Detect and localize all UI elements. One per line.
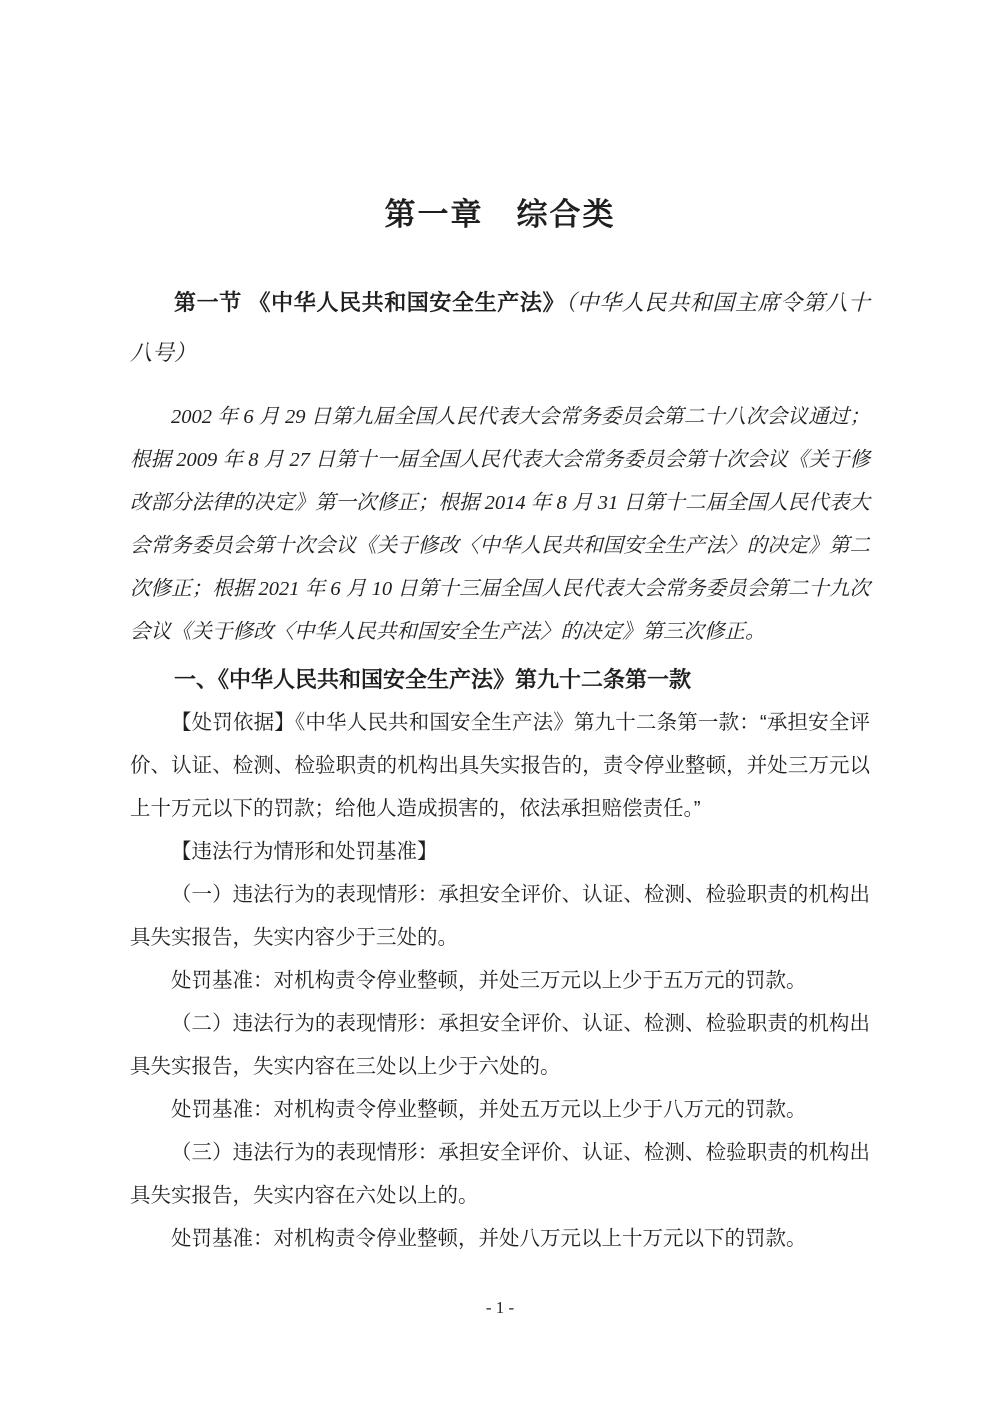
body-text (130, 701, 870, 1260)
paragraph-case-3-penalty: 处罚基准：对机构责令停业整顿，并处八万元以上十万元以下的罚款。 (171, 1227, 807, 1250)
section-heading-decree-note: （中华人民共和国主席令第八十八号） (130, 290, 870, 365)
paragraph-case-3-situation: （三）违法行为的表现情形：承担安全评价、认证、检测、检验职责的机构出具失实报告，失实内容在六处以上的。 (130, 1141, 870, 1207)
section-heading (130, 278, 870, 378)
law-revision-preface: 2002 年 6 月 29 日第九届全国人民代表大会常务委员会第二十八次会议通过；根据 2009 年 8 月 27 日第十一届全国人民代表大会常务委员会第十次会议《关于修改部分法律的决定》第一次修正；根据 2014 年 8 月 31 日第十二届全国人民代表大会常务委员会第十次会议《关于修改〈中华人民共和国安全生产法〉的决定》第二次修正；根据 2021 年 6 月 10 日第十三届全国人民代表大会常务委员会第二十九次会议《关于修改〈中华人民共和国安全生产法〉的决定》第三次修正。 (130, 406, 870, 643)
item-heading-article-92: 一、《中华人民共和国安全生产法》第九十二条第一款 (174, 667, 692, 692)
paragraph-case-1-penalty: 处罚基准：对机构责令停业整顿，并处三万元以上少于五万元的罚款。 (171, 969, 807, 992)
paragraph-case-2-situation: （二）违法行为的表现情形：承担安全评价、认证、检测、检验职责的机构出具失实报告，失实内容在三处以上少于六处的。 (130, 1012, 870, 1078)
page-number: - 1 - (485, 1298, 515, 1317)
paragraph-case-2-penalty: 处罚基准：对机构责令停业整顿，并处五万元以上少于八万元的罚款。 (171, 1098, 807, 1121)
chapter-title: 第一章 综合类 (384, 197, 616, 232)
paragraph-penalty-basis: 【处罚依据】《中华人民共和国安全生产法》第九十二条第一款：“承担安全评价、认证、检测、检验职责的机构出具失实报告的，责令停业整顿，并处三万元以上十万元以下的罚款；给他人造成损害的，依法承担赔偿责任。” (130, 711, 870, 820)
paragraph-case-1-situation: （一）违法行为的表现情形：承担安全评价、认证、检测、检验职责的机构出具失实报告，失实内容少于三处的。 (130, 883, 870, 949)
page-content (130, 0, 870, 1260)
section-heading-main: 第一节 《中华人民共和国安全生产法》 (174, 290, 566, 315)
paragraph-violation-standards-label: 【违法行为情形和处罚基准】 (171, 840, 438, 863)
